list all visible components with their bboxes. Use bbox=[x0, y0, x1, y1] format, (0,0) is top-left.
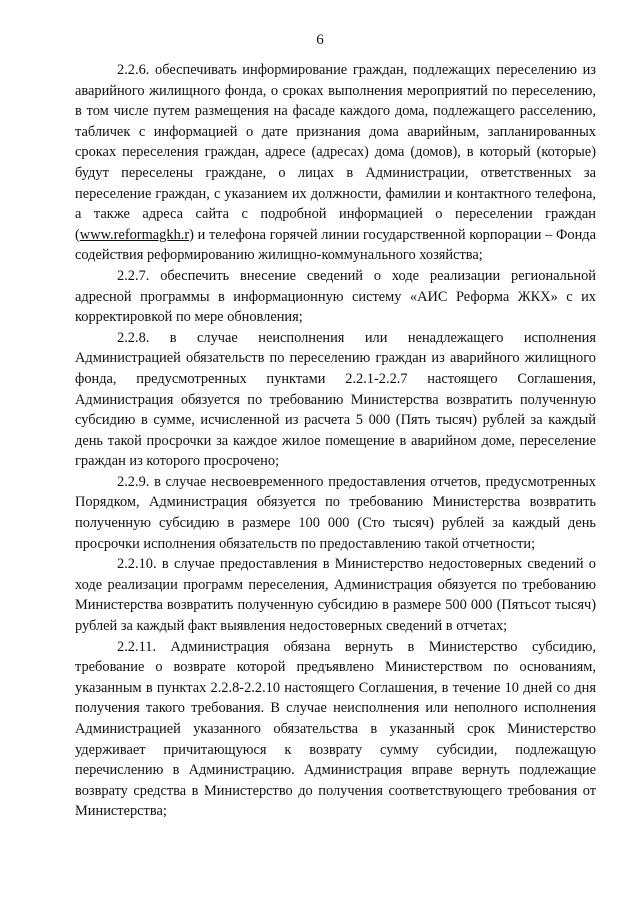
paragraph-text-continued: ) и телефона горячей линии государственной корпорации – Фонда содействия реформированию жилищно-коммунального хозяйства; bbox=[75, 226, 596, 264]
paragraph-text: 2.2.6. обеспечивать информирование граждан, подлежащих переселению из аварийного жилищного фонда, о сроках выполнения мероприятий по переселению, в том числе путем размещения на фасаде каждого дома, подлежащего расселению, табличек с информацией о дате признания дома аварийным, запланированных сроках переселения граждан, адресе (адресах) дома (домов), в который (которые) будут переселены граждане, о лицах в Администрации, ответственных за переселение граждан, с указанием их должности, фамилии и контактного телефона, а также адреса сайта с подробной информацией о переселении граждан ( bbox=[75, 62, 596, 243]
page-number: 6 bbox=[316, 32, 324, 48]
paragraph-2-2-10: 2.2.10. в случае предоставления в Министерство недостоверных сведений о ходе реализации программ переселения, Администрация обязуется по требованию Министерства возвратить полученную субсидию в размере 500 000 (Пятьсот тысяч) рублей за каждый факт выявления недостоверных сведений в отчетах; bbox=[75, 556, 596, 635]
paragraph-2-2-7: 2.2.7. обеспечить внесение сведений о ходе реализации региональной адресной программы в информационную систему «АИС Реформа ЖКХ» с их корректировкой по мере обновления; bbox=[75, 267, 596, 326]
paragraph-2-2-9: 2.2.9. в случае несвоевременного предоставления отчетов, предусмотренных Порядком, Администрация обязуется по требованию Министерства возвратить полученную субсидию в размере 100 000 (Сто тысяч) рублей за каждый день просрочки исполнения обязательств по предоставлению такой отчетности; bbox=[75, 473, 596, 552]
paragraph-2-2-11: 2.2.11. Администрация обязана вернуть в Министерство субсидию, требование о возврате которой предъявлено Министерством по основаниям, указанным в пунктах 2.2.8-2.2.10 настоящего Соглашения, в течение 10 дней со дня получения такого требования. В случае неисполнения или неполного исполнения Администрацией указанного обязательства в указанный срок Министерство удерживает причитающуюся к возврату сумму субсидии, подлежащую перечислению в Администрацию. Администрация вправе вернуть подлежащие возврату средства в Министерство до получения соответствующего требования от Министерства; bbox=[75, 638, 596, 820]
document-body bbox=[75, 60, 596, 822]
website-link[interactable]: www.reformagkh.r bbox=[79, 226, 190, 243]
paragraph-2-2-8: 2.2.8. в случае неисполнения или ненадлежащего исполнения Администрацией обязательств по переселению граждан из аварийного жилищного фонда, предусмотренных пунктами 2.2.1-2.2.7 настоящего Соглашения, Администрация обязуется по требованию Министерства возвратить полученную субсидию в сумме, исчисленной из расчета 5 000 (Пять тысяч) рублей за каждый день такой просрочки за каждое жилое помещение в аварийном доме, переселение граждан из которого просрочено; bbox=[75, 329, 596, 470]
paragraph-2-2-6 bbox=[75, 60, 596, 266]
